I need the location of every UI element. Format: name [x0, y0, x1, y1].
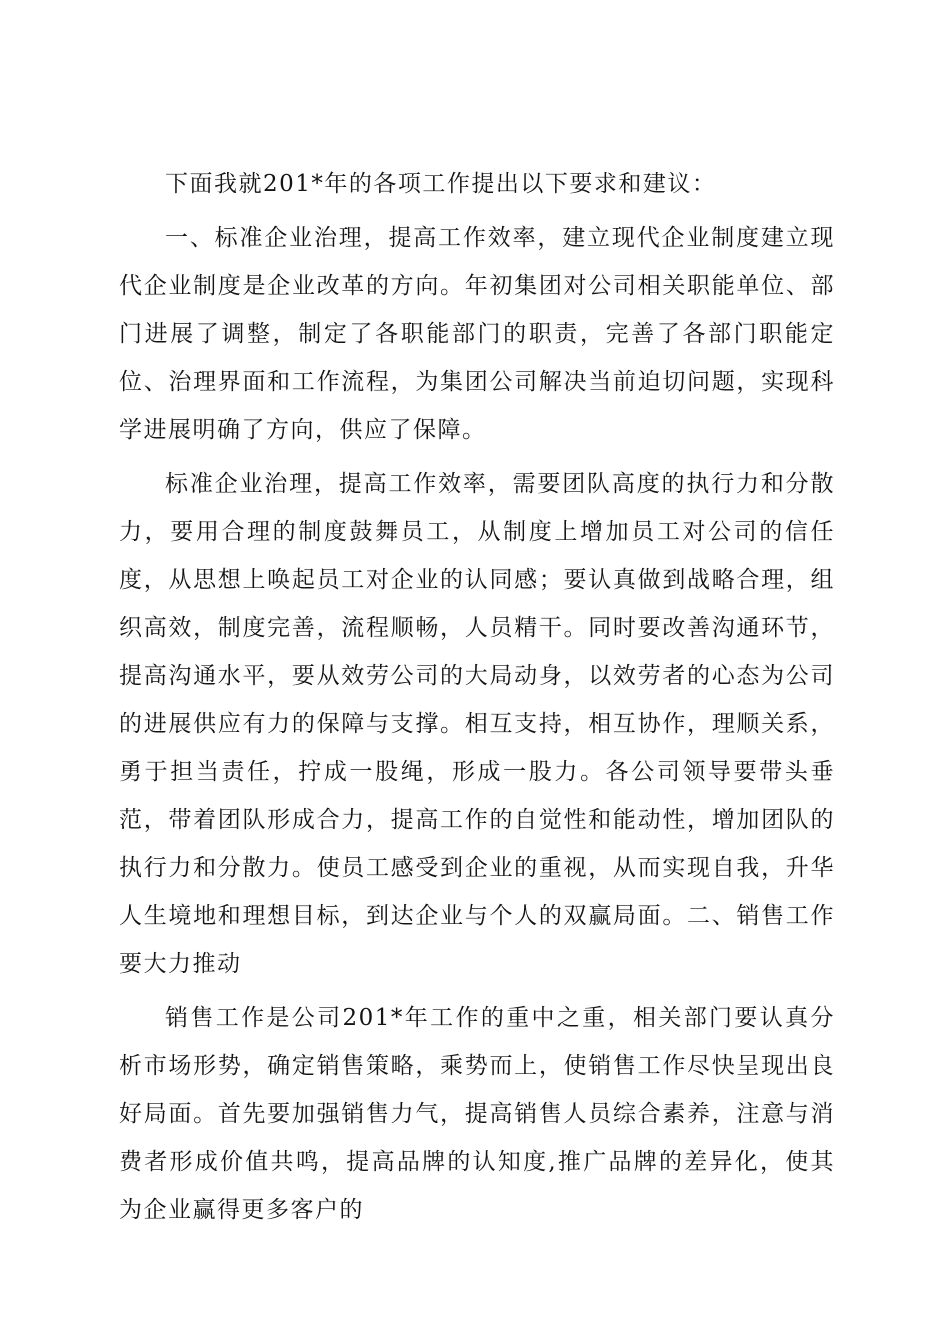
- paragraph-sales: 销售工作是公司201*年工作的重中之重，相关部门要认真分析市场形势，确定销售策略，乘势而上，使销售工作尽快呈现出良好局面。首先要加强销售力气，提高销售人员综合素养，注意与消费者形成价值共鸣，提高品牌的认知度,推广品牌的差异化，使其为企业赢得更多客户的: [119, 1005, 835, 1223]
- paragraph-intro: 下面我就201*年的各项工作提出以下要求和建议：: [165, 171, 717, 197]
- document-body: [119, 160, 835, 1240]
- paragraph-section-one: 一、标准企业治理，提高工作效率，建立现代企业制度建立现代企业制度是企业改革的方向。年初集团对公司相关职能单位、部门进展了调整，制定了各职能部门的职责，完善了各部门职能定位、治理界面和工作流程，为集团公司解决当前迫切问题，实现科学进展明确了方向，供应了保障。: [119, 225, 835, 443]
- paragraph-governance: 标准企业治理，提高工作效率，需要团队高度的执行力和分散力，要用合理的制度鼓舞员工，从制度上增加员工对公司的信任度，从思想上唤起员工对企业的认同感；要认真做到战略合理，组织高效，制度完善，流程顺畅，人员精干。同时要改善沟通环节，提高沟通水平，要从效劳公司的大局动身，以效劳者的心态为公司的进展供应有力的保障与支撑。相互支持，相互协作，理顺关系，勇于担当责任，拧成一股绳，形成一股力。各公司领导要带头垂范，带着团队形成合力，提高工作的自觉性和能动性，增加团队的执行力和分散力。使员工感受到企业的重视，从而实现自我，升华人生境地和理想目标，到达企业与个人的双赢局面。二、销售工作要大力推动: [119, 471, 835, 977]
